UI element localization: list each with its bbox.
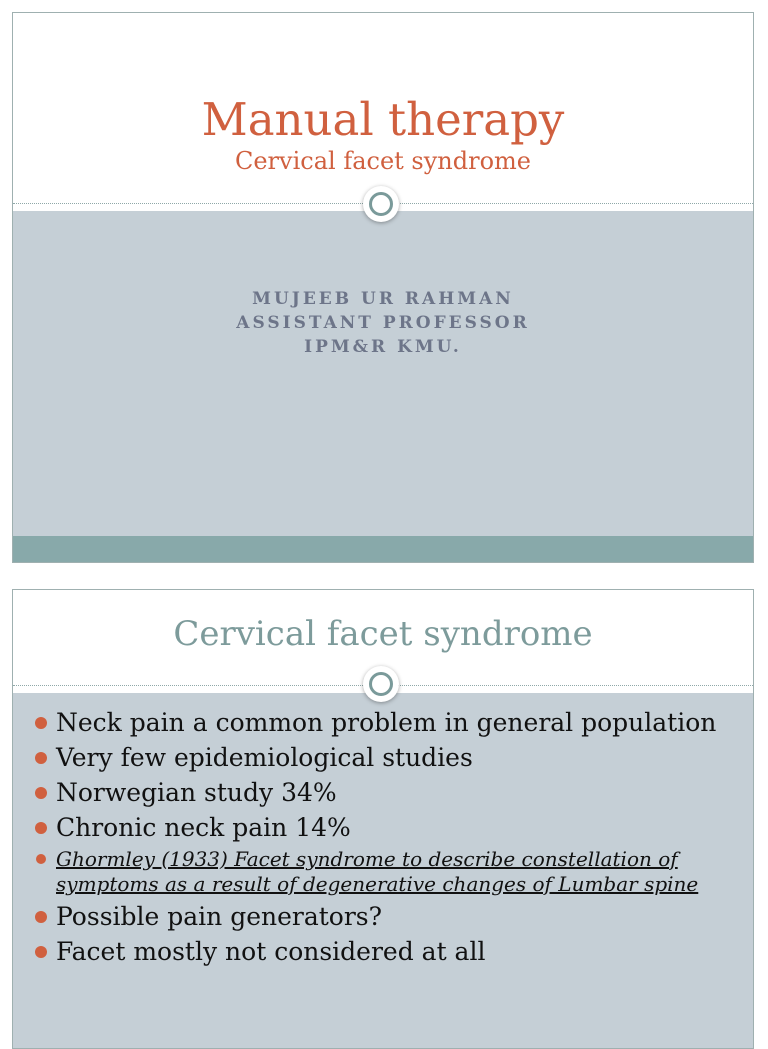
author-name: MUJEEB UR RAHMAN — [252, 289, 514, 309]
author-block — [13, 287, 753, 359]
bullet-list — [13, 707, 753, 971]
content-slide — [12, 589, 754, 1049]
author-area — [13, 211, 753, 537]
title-slide — [12, 12, 754, 563]
bullet-item: Very few epidemiological studies — [13, 742, 753, 773]
circle-ornament-icon — [363, 186, 399, 222]
author-position: ASSISTANT PROFESSOR — [236, 313, 530, 333]
bullet-dot-icon — [35, 911, 47, 923]
bullet-dot-icon — [36, 854, 46, 864]
circle-ornament-icon — [363, 666, 399, 702]
author-institution: IPM&R KMU. — [304, 337, 462, 357]
bullet-dot-icon — [35, 752, 47, 764]
bullet-item: Neck pain a common problem in general population — [13, 707, 753, 738]
bullet-area — [13, 693, 753, 1048]
bottom-band — [13, 536, 753, 562]
bullet-item: Facet mostly not considered at all — [13, 936, 753, 967]
bullet-dot-icon — [35, 946, 47, 958]
title-area — [13, 13, 753, 203]
presentation-subtitle: Cervical facet syndrome — [234, 147, 531, 175]
bullet-dot-icon — [35, 717, 47, 729]
bullet-item-citation: Ghormley (1933) Facet syndrome to describe constellation of symptoms as a result of degenerative changes of Lumbar spine — [13, 847, 753, 897]
bullet-item: Possible pain generators? — [13, 901, 753, 932]
slide-title: Cervical facet syndrome — [173, 614, 593, 654]
bullet-dot-icon — [35, 787, 47, 799]
bullet-dot-icon — [35, 822, 47, 834]
bullet-item: Chronic neck pain 14% — [13, 812, 753, 843]
presentation-title: Manual therapy — [201, 93, 565, 146]
bullet-item: Norwegian study 34% — [13, 777, 753, 808]
